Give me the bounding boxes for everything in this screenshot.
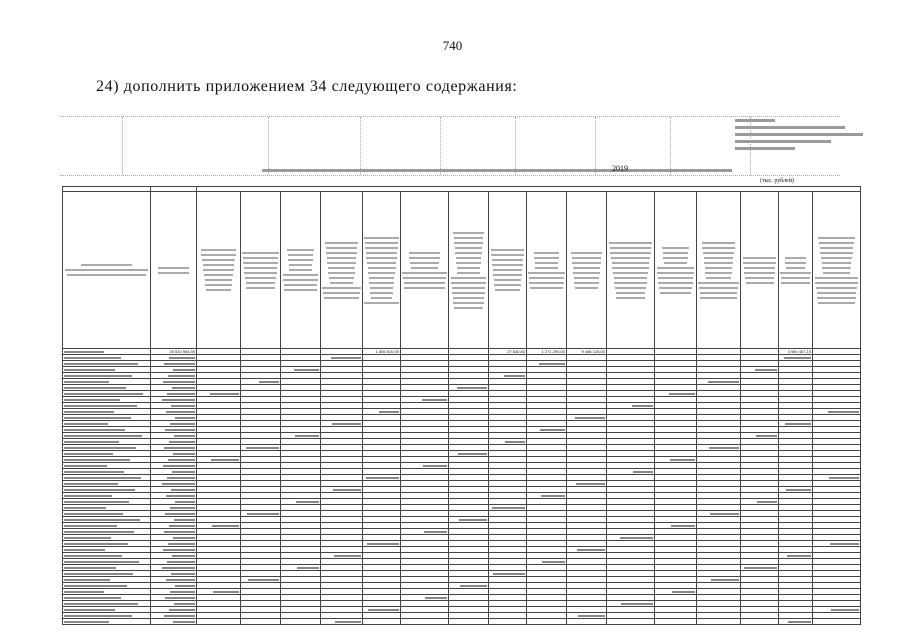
column-header [567, 192, 607, 349]
column-header [741, 192, 779, 349]
table-cell [363, 541, 401, 547]
table-cell [363, 607, 401, 613]
table-cell: 9 486 126,00 [567, 349, 607, 355]
table-cell: 27 640,80 [489, 349, 527, 355]
table-cell [741, 565, 779, 571]
column-header [63, 192, 151, 349]
table-cell [363, 475, 401, 481]
column-header [281, 192, 321, 349]
page-number: 740 [442, 38, 463, 53]
row-label [63, 361, 151, 367]
table-cell: 3 980 457,10 [779, 349, 813, 355]
table-header [63, 187, 861, 349]
column-header [607, 192, 655, 349]
table-cell [489, 505, 527, 511]
row-label [63, 517, 151, 523]
table-year: 2019 [612, 164, 628, 173]
row-label [63, 475, 151, 481]
column-header [321, 192, 363, 349]
table-cell [813, 619, 861, 625]
table-cell [527, 619, 567, 625]
dotted-ruled-area [60, 116, 840, 176]
table-cell: 25 510 964,50 [151, 349, 197, 355]
column-header [197, 192, 241, 349]
row-label [63, 601, 151, 607]
row-label [63, 559, 151, 565]
table-cell [697, 619, 741, 625]
column-header [151, 192, 197, 349]
budget-distribution-table [62, 186, 861, 625]
table-row [63, 619, 861, 625]
table-cell [321, 619, 363, 625]
table-cell [489, 619, 527, 625]
table-unit: (тыс. рублей) [760, 178, 794, 184]
table-cell [197, 619, 241, 625]
column-header [489, 192, 527, 349]
column-header [363, 192, 401, 349]
table-cell [241, 619, 281, 625]
table-cell [607, 619, 655, 625]
table-cell [489, 571, 527, 577]
column-header [449, 192, 489, 349]
amendment-heading: 24) дополнить приложением 34 следующего содержания: [96, 78, 518, 95]
column-header [779, 192, 813, 349]
row-label [63, 433, 151, 439]
table-cell [363, 619, 401, 625]
table-cell: 1 271 290,00 [527, 349, 567, 355]
table-cell [151, 619, 197, 625]
table-cell [241, 511, 281, 517]
column-header [813, 192, 861, 349]
column-header [241, 192, 281, 349]
column-header [697, 192, 741, 349]
row-label [63, 391, 151, 397]
table-cell [401, 619, 449, 625]
table-cell: 1 665 510,00 [363, 349, 401, 355]
row-label [63, 619, 151, 625]
table-cell [241, 445, 281, 451]
column-header [527, 192, 567, 349]
table-cell [779, 619, 813, 625]
table-cell [779, 355, 813, 361]
table-cell [655, 619, 697, 625]
table-cell [281, 619, 321, 625]
table-cell [449, 619, 489, 625]
column-header [401, 192, 449, 349]
table-title-line [262, 169, 732, 172]
table-cell [741, 619, 779, 625]
table-cell [567, 619, 607, 625]
column-header [655, 192, 697, 349]
